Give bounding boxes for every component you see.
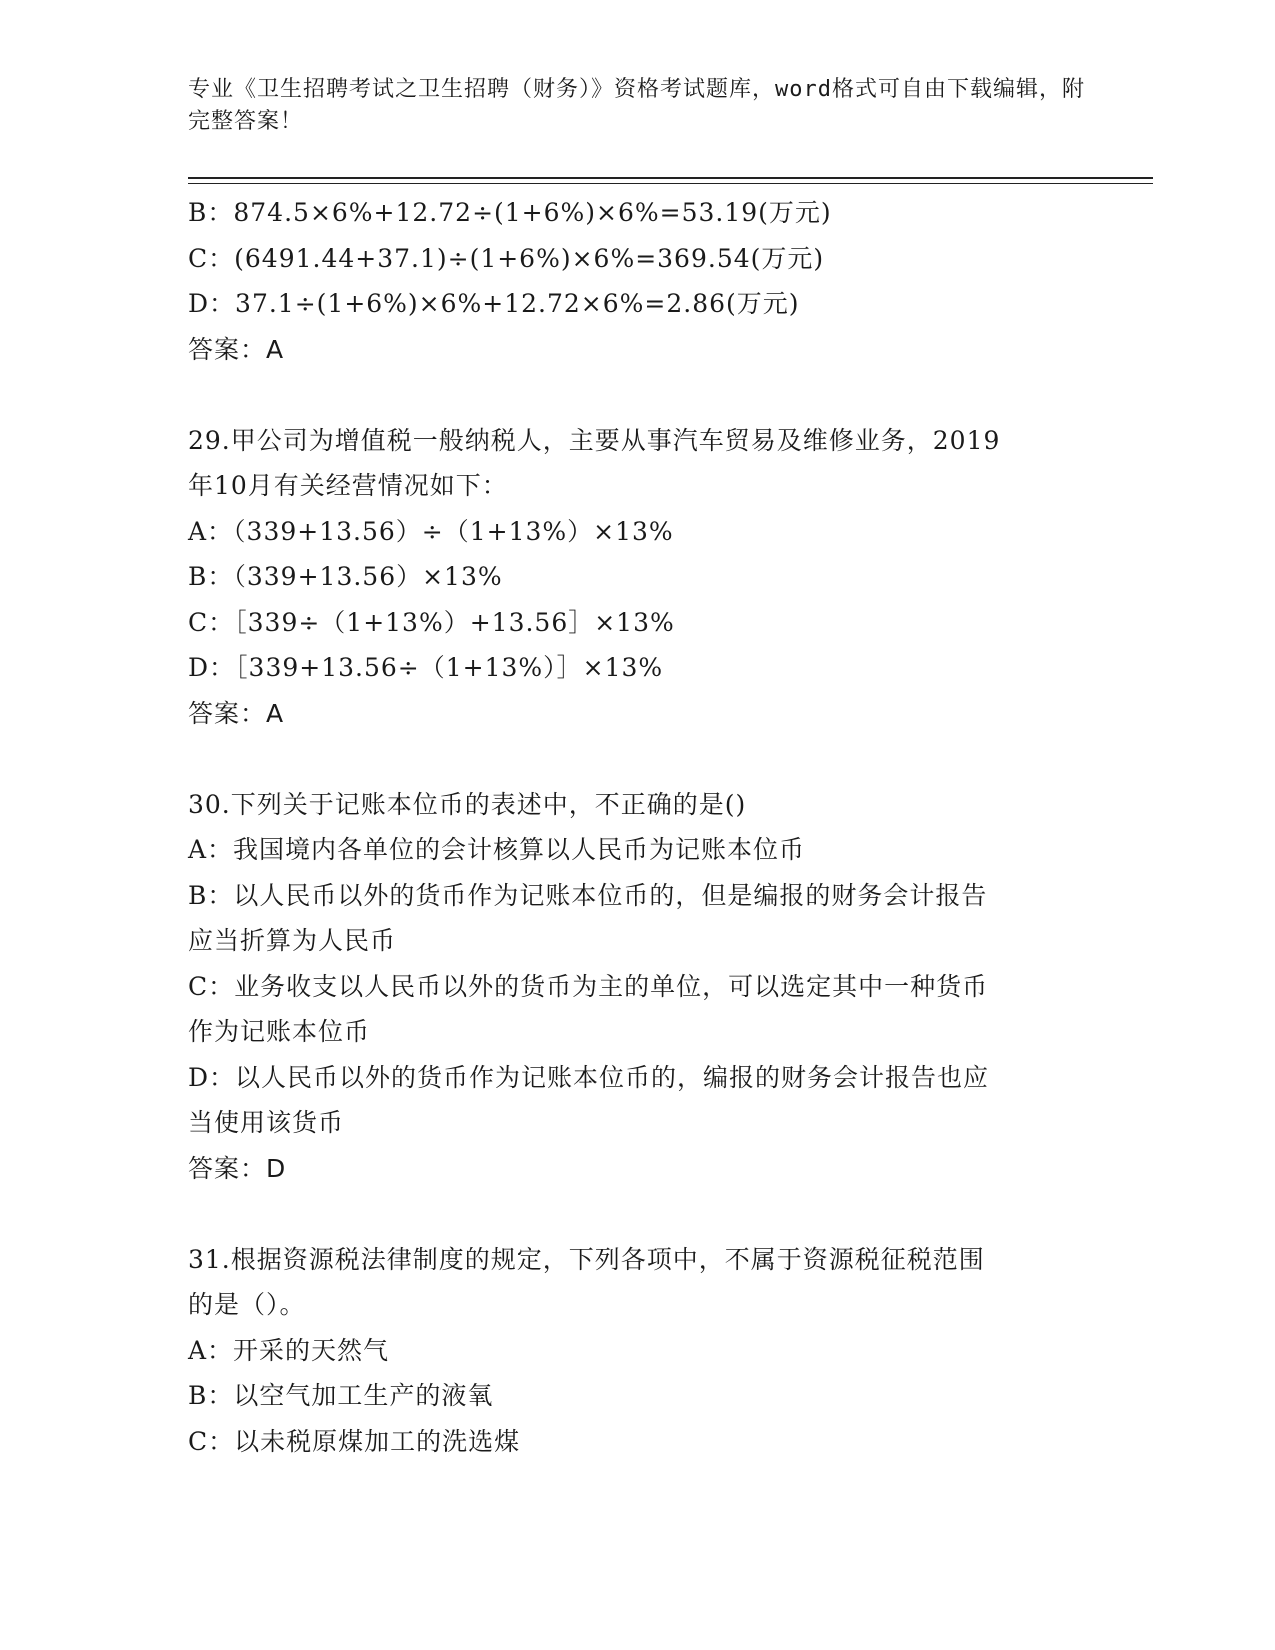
question-29 bbox=[188, 418, 1088, 737]
answer: 答案：A bbox=[188, 334, 285, 364]
spacer bbox=[188, 736, 1088, 782]
option-b: B：以空气加工生产的液氧 bbox=[188, 1381, 494, 1410]
option-d: D：［339+13.56÷（1+13%）］×13% bbox=[188, 653, 664, 682]
option-d: D：以人民币以外的货币作为记账本位币的，编报的财务会计报告也应 bbox=[188, 1062, 990, 1092]
option-c-continued: 作为记账本位币 bbox=[188, 1017, 371, 1046]
question-stem: 31.根据资源税法律制度的规定，下列各项中，不属于资源税征税范围 bbox=[188, 1244, 985, 1274]
option-b: B：874.5×6%+12.72÷(1+6%)×6%=53.19(万元) bbox=[188, 198, 832, 227]
option-a: A：我国境内各单位的会计核算以人民币为记账本位币 bbox=[188, 835, 806, 864]
option-b: B：以人民币以外的货币作为记账本位币的，但是编报的财务会计报告 bbox=[188, 880, 988, 910]
page-header: 专业《卫生招聘考试之卫生招聘（财务）》资格考试题库，word格式可自由下载编辑，附完整答案！ bbox=[188, 77, 1085, 134]
question-stem-continued: 年10月有关经营情况如下： bbox=[188, 471, 508, 500]
option-d-continued: 当使用该货币 bbox=[188, 1108, 345, 1137]
question-stem: 30.下列关于记账本位币的表述中，不正确的是() bbox=[188, 789, 747, 819]
answer: 答案：D bbox=[188, 1153, 287, 1183]
option-c: C：业务收支以人民币以外的货币为主的单位，可以选定其中一种货币 bbox=[188, 971, 989, 1001]
option-a: A：（339+13.56）÷（1+13%）×13% bbox=[188, 516, 674, 546]
question-28-partial bbox=[188, 190, 1088, 372]
question-30 bbox=[188, 782, 1088, 1192]
option-a: A：开采的天然气 bbox=[188, 1335, 390, 1365]
document-body bbox=[188, 190, 1088, 1464]
spacer bbox=[188, 1191, 1088, 1237]
option-d: D：37.1÷(1+6%)×6%+12.72×6%=2.86(万元) bbox=[188, 289, 800, 318]
spacer bbox=[188, 372, 1088, 418]
option-c: C：(6491.44+37.1)÷(1+6%)×6%=369.54(万元) bbox=[188, 243, 825, 273]
answer: 答案：A bbox=[188, 698, 285, 728]
header-divider-thin bbox=[188, 183, 1153, 184]
option-b: B：（339+13.56）×13% bbox=[188, 562, 503, 591]
header-divider-thick bbox=[188, 177, 1153, 179]
option-b-continued: 应当折算为人民币 bbox=[188, 926, 397, 955]
option-c: C：［339÷（1+13%）+13.56］×13% bbox=[188, 607, 675, 637]
question-stem: 29.甲公司为增值税一般纳税人，主要从事汽车贸易及维修业务，2019 bbox=[188, 425, 1001, 455]
option-c: C：以未税原煤加工的洗选煤 bbox=[188, 1426, 521, 1456]
question-stem-continued: 的是（）。 bbox=[188, 1290, 306, 1319]
question-31 bbox=[188, 1237, 1088, 1465]
